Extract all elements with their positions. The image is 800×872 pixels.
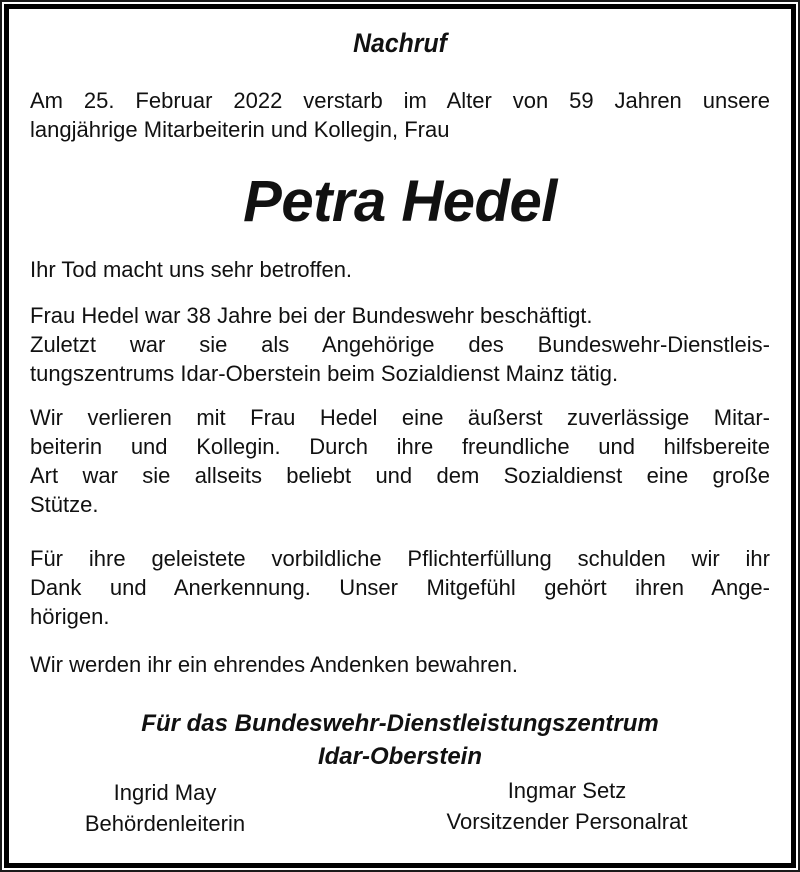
deceased-name: Petra Hedel xyxy=(243,169,557,234)
paragraph-line: Für ihre geleistete vorbildliche Pflichterfüllung schulden wir ihr xyxy=(30,546,770,571)
intro-line: langjährige Mitarbeiterin und Kollegin, Frau xyxy=(30,117,450,142)
paragraph-line: Zuletzt war sie als Angehörige des Bundeswehr-Dienstleis- xyxy=(30,332,770,357)
paragraph-line: Dank und Anerkennung. Unser Mitgefühl gehört ihren Ange- xyxy=(30,575,770,600)
paragraph-line: Stütze. xyxy=(30,492,99,517)
paragraph-gratitude xyxy=(30,544,770,631)
signatory-title: Behördenleiterin xyxy=(84,811,246,836)
paragraph-line: Frau Hedel war 38 Jahre bei der Bundeswehr beschäftigt. xyxy=(30,303,593,328)
paragraph-line: Wir verlieren mit Frau Hedel eine äußerst zuverlässige Mitar- xyxy=(30,405,770,430)
paragraph-appreciation xyxy=(30,403,770,519)
intro-paragraph xyxy=(30,86,770,144)
paragraph-line: Ihr Tod macht uns sehr betroffen. xyxy=(30,257,353,282)
paragraph-condolence xyxy=(30,255,770,284)
paragraph-career xyxy=(30,301,770,388)
paragraph-remembrance xyxy=(30,650,770,679)
paragraph-line: beiterin und Kollegin. Durch ihre freundliche und hilfsbereite xyxy=(30,434,770,459)
signatory-right xyxy=(417,775,717,837)
organization-line-2: Idar-Oberstein xyxy=(317,743,483,770)
signatory-name: Ingrid May xyxy=(113,780,217,805)
paragraph-line: Wir werden ihr ein ehrendes Andenken bewahren. xyxy=(30,652,518,677)
paragraph-line: hörigen. xyxy=(30,604,110,629)
signatory-title: Vorsitzender Personalrat xyxy=(446,809,688,834)
paragraph-line: Art war sie allseits beliebt und dem Sozialdienst eine große xyxy=(30,463,770,488)
intro-line: Am 25. Februar 2022 verstarb im Alter von 59 Jahren unsere xyxy=(30,88,770,113)
organization-line-1: Für das Bundeswehr-Dienstleistungszentrum xyxy=(141,710,659,737)
notice-heading: Nachruf xyxy=(353,28,447,58)
signatory-name: Ingmar Setz xyxy=(507,778,627,803)
paragraph-line: tungszentrums Idar-Oberstein beim Sozialdienst Mainz tätig. xyxy=(30,361,619,386)
signatory-left xyxy=(40,777,290,839)
